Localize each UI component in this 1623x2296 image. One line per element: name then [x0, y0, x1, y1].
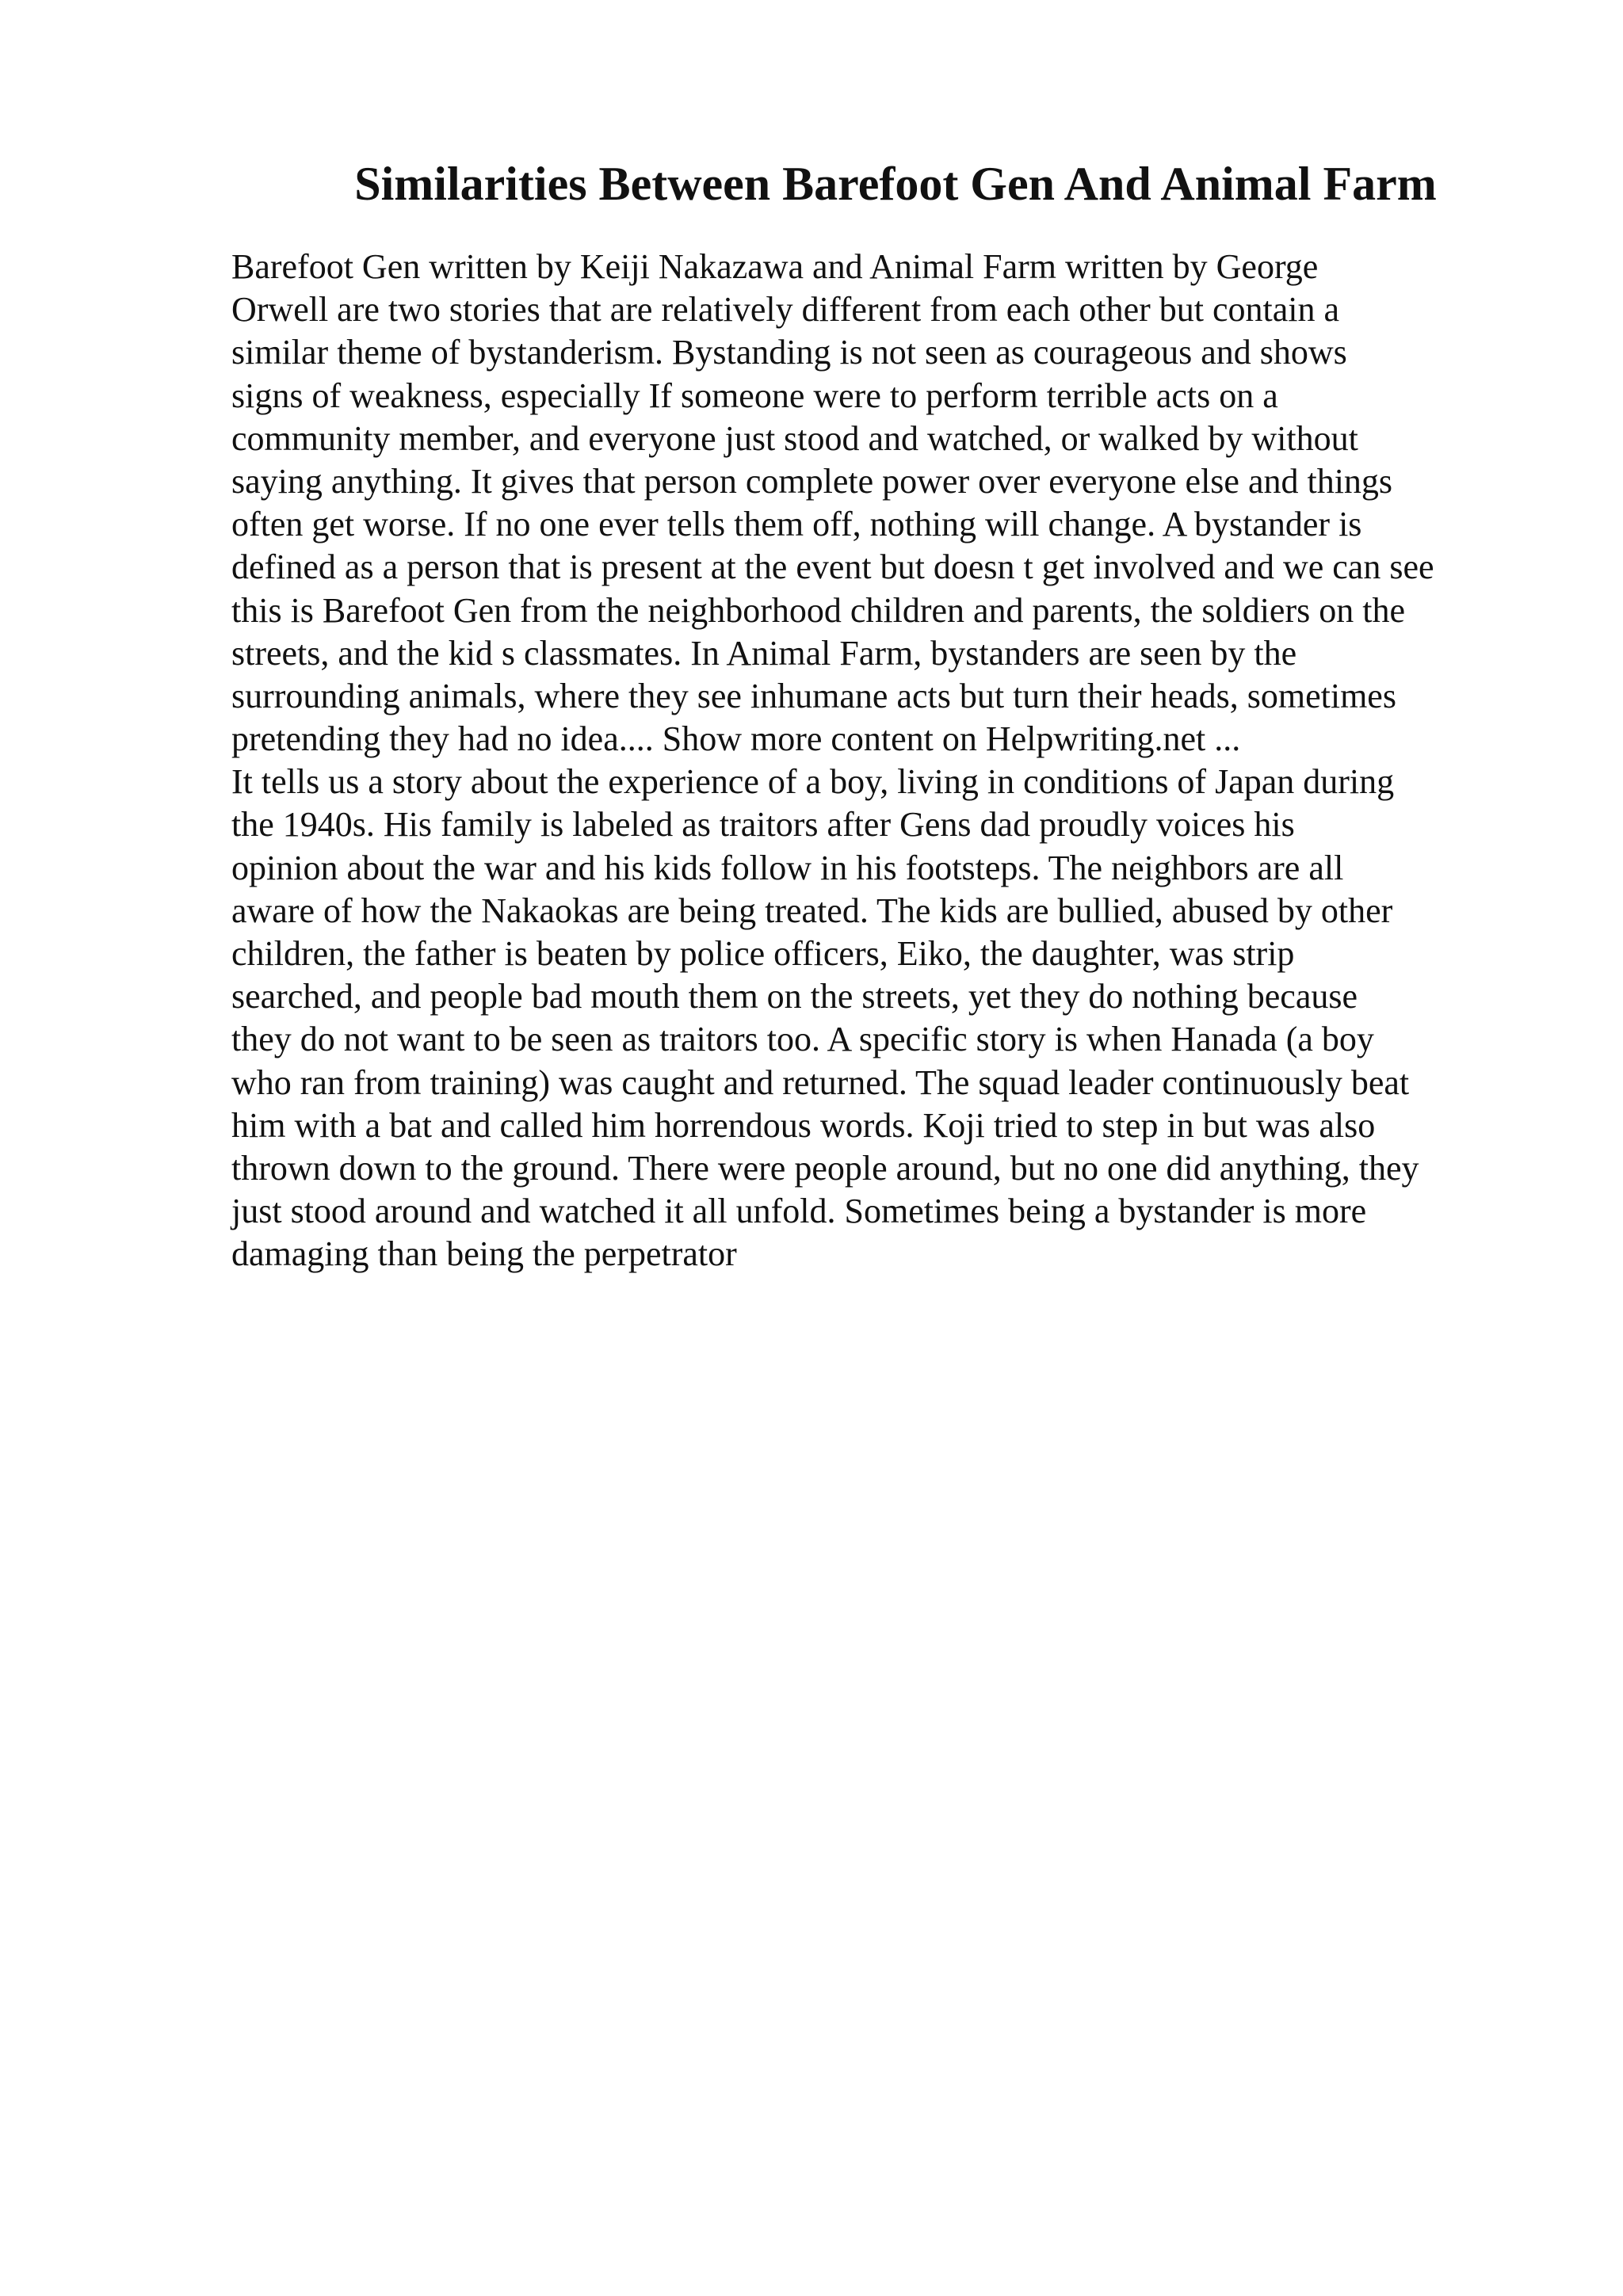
body-line: searched, and people bad mouth them on the streets, yet they do nothing because — [231, 977, 1358, 1016]
body-line: him with a bat and called him horrendous words. Koji tried to step in but was also — [231, 1105, 1376, 1145]
body-line: pretending they had no idea.... Show more content on Helpwriting.net ... — [231, 719, 1241, 759]
body-line: who ran from training) was caught and returned. The squad leader continuously beat — [231, 1062, 1410, 1102]
body-line: thrown down to the ground. There were people around, but no one did anything, they — [231, 1148, 1419, 1188]
body-line: they do not want to be seen as traitors too. A specific story is when Hanada (a boy — [231, 1020, 1374, 1059]
body-line: Barefoot Gen written by Keiji Nakazawa and Animal Farm written by George — [231, 247, 1319, 286]
body-line: Orwell are two stories that are relatively different from each other but contain a — [231, 290, 1340, 330]
body-line: It tells us a story about the experience of a boy, living in conditions of Japan during — [231, 762, 1395, 802]
body-line: streets, and the kid s classmates. In Animal Farm, bystanders are seen by the — [231, 633, 1297, 673]
body-line: opinion about the war and his kids follow in his footsteps. The neighbors are all — [231, 848, 1344, 887]
body-line: often get worse. If no one ever tells them off, nothing will change. A bystander is — [231, 505, 1362, 544]
body-line: defined as a person that is present at the event but doesn t get involved and we can see — [231, 547, 1434, 587]
body-line: community member, and everyone just stood and watched, or walked by without — [231, 418, 1358, 458]
body-line: signs of weakness, especially If someone were to perform terrible acts on a — [231, 376, 1278, 415]
body-line: just stood around and watched it all unfold. Sometimes being a bystander is more — [231, 1192, 1367, 1231]
body-line: damaging than being the perpetrator — [231, 1234, 737, 1274]
body-line: aware of how the Nakaokas are being treated. The kids are bullied, abused by other — [231, 891, 1393, 930]
body-line: children, the father is beaten by police officers, Eiko, the daughter, was strip — [231, 934, 1295, 973]
body-line: similar theme of bystanderism. Bystanding is not seen as courageous and shows — [231, 333, 1347, 372]
document-body — [231, 246, 1515, 1276]
body-line: this is Barefoot Gen from the neighborhood children and parents, the soldiers on the — [231, 590, 1405, 630]
document-title: Similarities Between Barefoot Gen And Animal Farm — [354, 158, 1437, 210]
body-line: surrounding animals, where they see inhumane acts but turn their heads, sometimes — [231, 676, 1396, 715]
body-line: saying anything. It gives that person complete power over everyone else and things — [231, 461, 1393, 501]
body-line: the 1940s. His family is labeled as traitors after Gens dad proudly voices his — [231, 805, 1295, 845]
